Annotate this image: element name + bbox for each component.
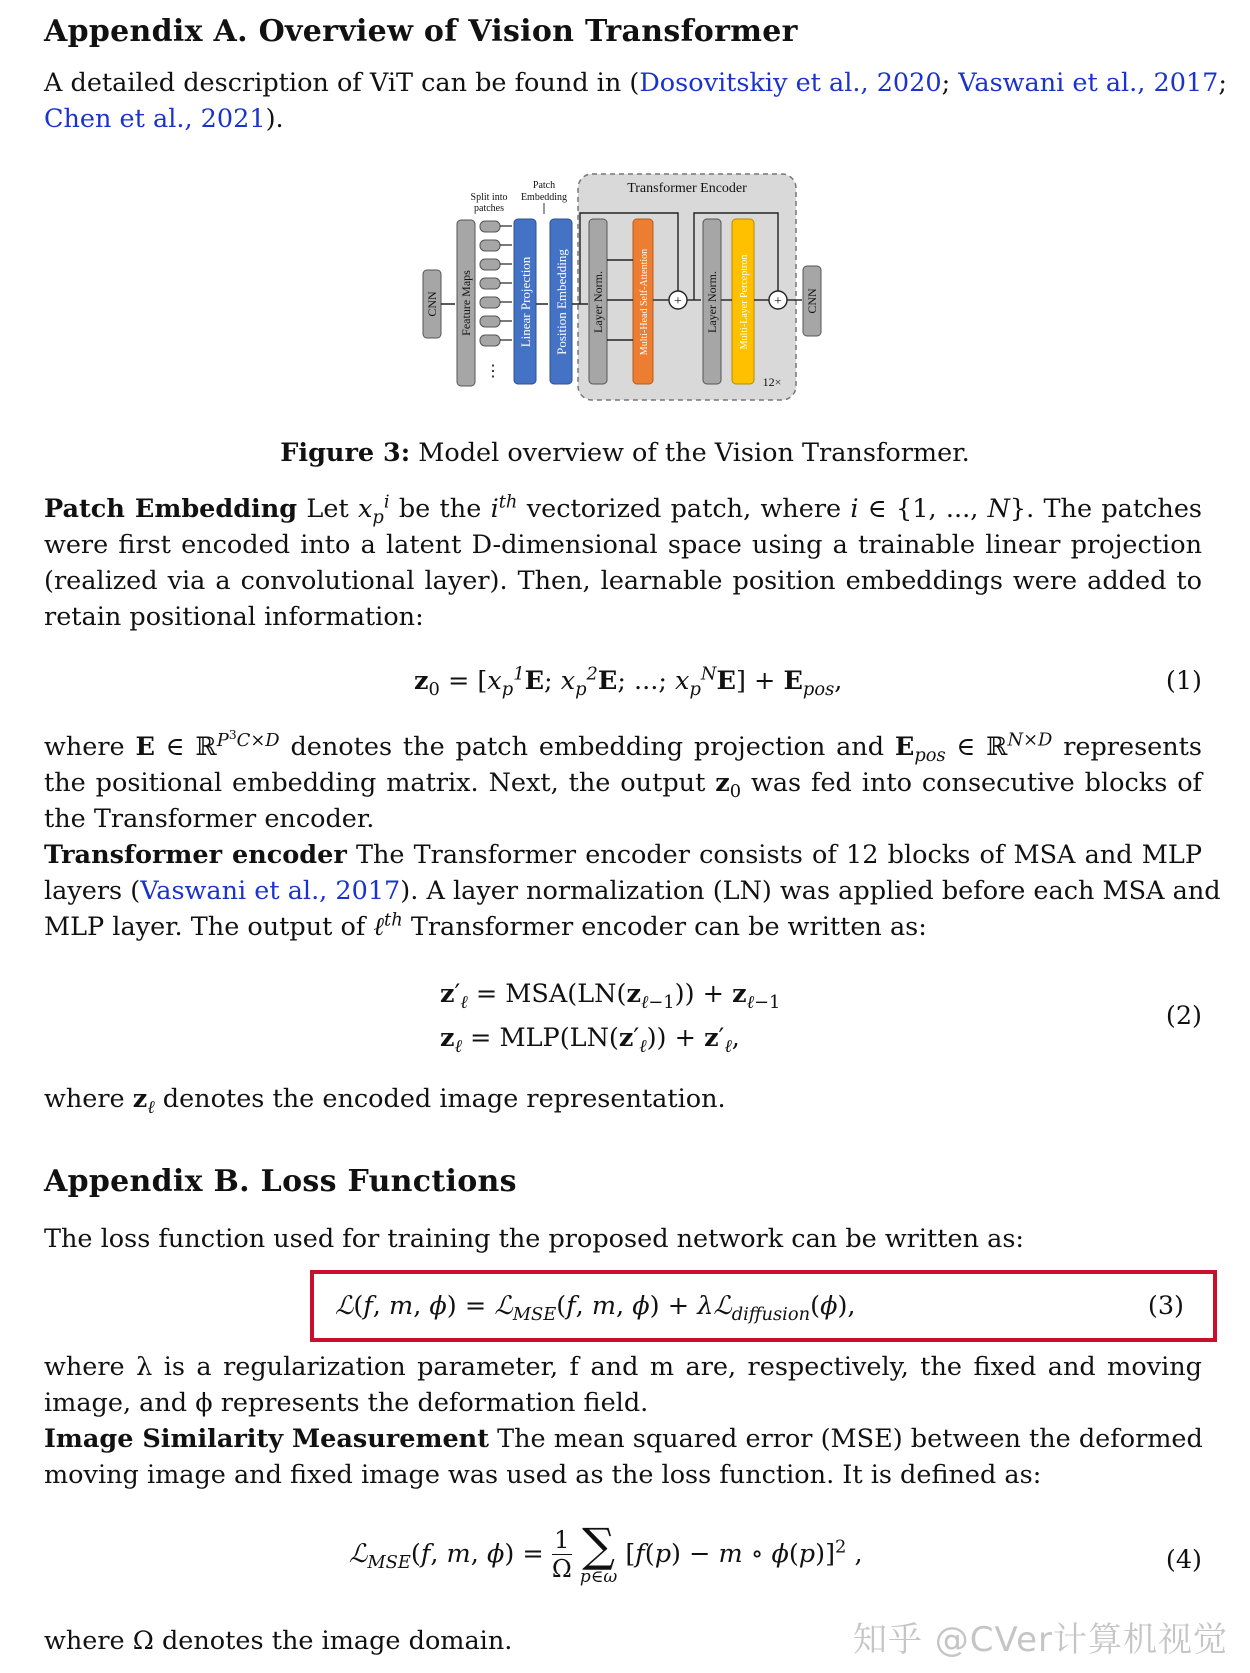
after-eq2-line: where $z_\ell$ denotes the encoded image representation. (44, 1084, 726, 1119)
after-eq1-line-1: where E ∈ ℝ$^{P^3C\times D}$ denotes the patch embedding projection and $E_{pos}$ ∈ ℝ$^{N\times D}$ represents (44, 726, 1203, 767)
patch-tokens (480, 221, 500, 346)
appendix-b-title: Appendix B. Loss Functions (44, 1164, 517, 1199)
encoder-panel (578, 174, 796, 400)
citation-vaswani-2[interactable]: Vaswani et al., 2017 (140, 876, 401, 906)
image-similarity-line-2: moving image and fixed image was used as the loss function. It is defined as: (44, 1460, 1042, 1490)
citation-chen[interactable]: Chen et al., 2021 (44, 104, 266, 134)
cnn-right-label: CNN (805, 288, 819, 314)
transformer-encoder-line-2: layers (Vaswani et al., 2017). A layer normalization (LN) was applied before each MSA and (44, 876, 1221, 906)
linear-projection-label: Linear Projection (518, 256, 533, 348)
equation-2-number: (2) (1165, 1001, 1202, 1031)
last-line: where Ω denotes the image domain. (44, 1626, 513, 1656)
feature-maps-label: Feature Maps (459, 270, 473, 336)
transformer-encoder-heading: Transformer encoder (44, 840, 347, 870)
transformer-encoder-line-3: MLP layer. The output of ℓ$^{th}$ Transformer encoder can be written as: (44, 909, 927, 942)
image-similarity-line-1: Image Similarity Measurement The mean squared error (MSE) between the deformed (44, 1424, 1203, 1454)
equation-4-number: (4) (1165, 1545, 1202, 1575)
figure-caption: Figure 3: Model overview of the Vision Transformer. (280, 438, 970, 468)
appendix-b-intro: The loss function used for training the proposed network can be written as: (44, 1224, 1025, 1254)
patch-dots: ⋮ (485, 363, 501, 380)
image-similarity-heading: Image Similarity Measurement (44, 1424, 489, 1454)
patch-embedding-line-4: retain positional information: (44, 602, 424, 632)
split-label: Split into (470, 192, 508, 203)
equation-1: $z_0 = [x_p^1E$; $x_p^2E$; ...; $x_p^NE] + E_{pos}$, (1) (44, 661, 1202, 701)
patch-embedding-line-1: Patch Embedding Let $x_p^i$ be the $i^{th}$ vectorized patch, where i ∈ {1, ..., N}. The patches (44, 491, 1203, 529)
equation-2 (44, 996, 1202, 1036)
svg-text:+: + (674, 294, 682, 309)
patch-embedding-line-2: were first encoded into a latent D-dimensional space using a trainable linear projection (44, 530, 1202, 560)
equation-3: ℒ(f, m, ϕ) = ℒ$_{MSE}$(f, m, ϕ) + λℒ$_{diffusion}$(ϕ), (3) (44, 1286, 1202, 1326)
after-eq3-line-1: where λ is a regularization parameter, f and m are, respectively, the fixed and moving (44, 1352, 1202, 1382)
mlp-label: Multi-Layer Perceptron (739, 254, 750, 350)
equation-4-sum: ∑ p∈ω (579, 1518, 618, 1587)
position-embedding-label: Position Embedding (554, 249, 569, 355)
equation-2-line-1: $z'_\ell = MSA(LN(z_{\ell-1})) + z_{\ell-1}$ (440, 979, 781, 1014)
svg-text:+: + (774, 294, 782, 309)
equation-3-number: (3) (1147, 1291, 1184, 1321)
vit-architecture-figure (0, 0, 1250, 420)
msa-label: Multi-Head Self-Attention (639, 248, 650, 356)
equation-1-number: (1) (1165, 666, 1202, 696)
encoder-label: Transformer Encoder (627, 181, 747, 196)
patch-label-2: Embedding (520, 192, 568, 203)
citation-vaswani[interactable]: Vaswani et al., 2017 (958, 68, 1219, 98)
after-eq1-line-3: the Transformer encoder. (44, 804, 375, 834)
equation-4-fraction: $\frac{1}{\Omega}$ (551, 1525, 572, 1583)
patch-embedding-line-3: (realized via a convolutional layer). Then, learnable position embeddings were added to (44, 566, 1202, 596)
split-label-2: patches (474, 203, 504, 214)
watermark: 知乎 @CVer计算机视觉 (852, 1620, 1228, 1660)
patch-embedding-heading: Patch Embedding (44, 494, 298, 524)
appendix-a-intro: A detailed description of ViT can be found in (Dosovitskiy et al., 2020; Vaswani et al., 2017; (44, 68, 1227, 98)
appendix-a-intro-2: Chen et al., 2021). (44, 104, 284, 134)
layer-norm-2-label: Layer Norm. (705, 271, 719, 333)
after-eq1-line-2: the positional embedding matrix. Next, the output $z_0$ was fed into consecutive blocks of (44, 768, 1202, 803)
citation-dosovitskiy[interactable]: Dosovitskiy et al., 2020 (639, 68, 942, 98)
equation-4: ℒ$_{MSE}$(f, m, ϕ) = $\frac{1}{\Omega}$ ∑ p∈ω [f(p) − m ∘ ϕ(p)]$^2$ , (4) (349, 1518, 1202, 1587)
equation-2-line-2: $z_\ell = MLP(LN(z'_\ell)) + z'_\ell$, (440, 1023, 740, 1058)
cnn-left-label: CNN (425, 291, 439, 317)
patch-label: Patch (532, 180, 556, 191)
after-eq3-line-2: image, and ϕ represents the deformation field. (44, 1388, 649, 1418)
transformer-encoder-line-1: Transformer encoder The Transformer encoder consists of 12 blocks of MSA and MLP (44, 840, 1202, 870)
appendix-a-title: Appendix A. Overview of Vision Transformer (44, 14, 798, 49)
layer-norm-1-label: Layer Norm. (591, 271, 605, 333)
repeat-label: 12× (762, 375, 782, 389)
